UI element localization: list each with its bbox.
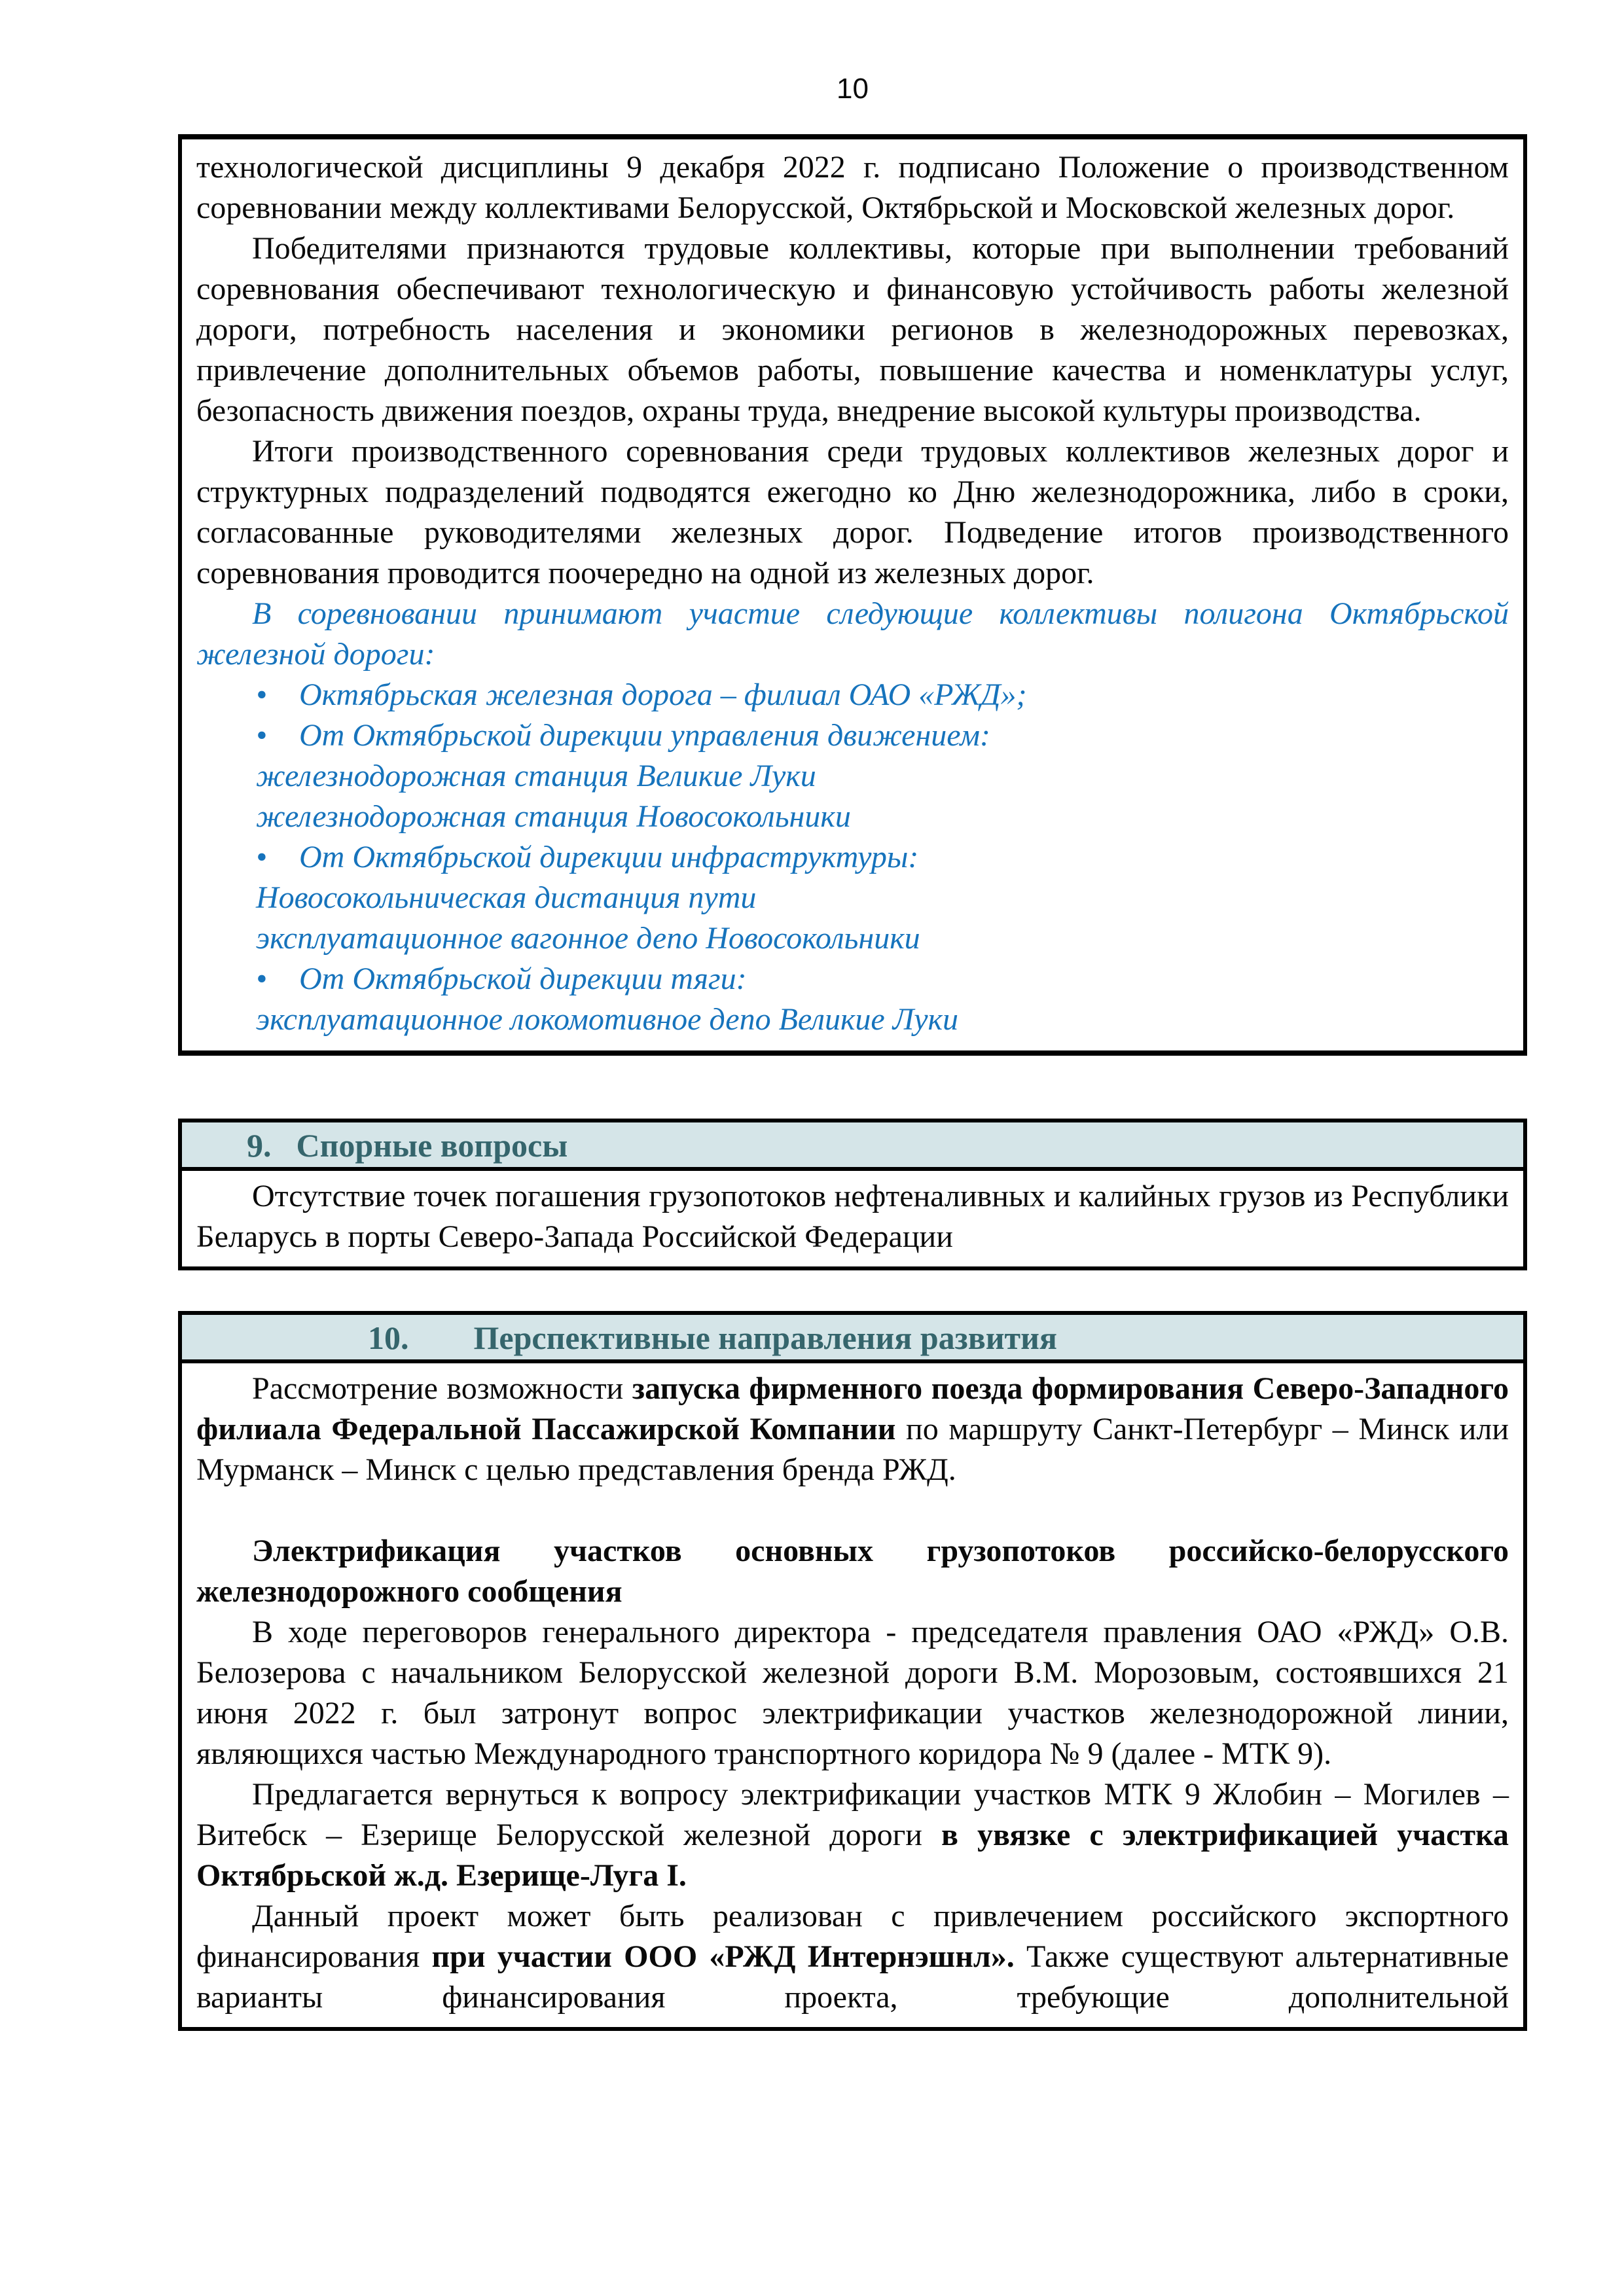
text-run: Также существуют альтернативные варианты финансирования проекта, требующие дополнительной [196, 1939, 1509, 2015]
paragraph [196, 147, 1509, 228]
text-run: От Октябрьской дирекции управления движением: [299, 718, 990, 753]
bold-text-run: в увязке с электрификацией участка Октябрьской ж.д. Езерище-Луга I. [196, 1818, 1509, 1893]
paragraph [196, 1369, 1509, 1490]
paragraph [196, 878, 1509, 918]
paragraph [196, 797, 1509, 837]
bullet-item [196, 675, 1509, 715]
text-run: по маршруту Санкт-Петербург – Минск или Мурманск – Минск с целью представления бренда РЖД. [196, 1412, 1509, 1487]
section-9-number: 9. [247, 1127, 272, 1164]
text-run: Победителями признаются трудовые коллективы, которые при выполнении требований соревнования обеспечивают технологическую и финансовую устойчивость работы железной дороги, потребность населения и экономики регионов в железнодорожных перевозках, привлечение дополнительных объемов работы, повышение качества и номенклатуры услуг, безопасность движения поездов, охраны труда, внедрение высокой культуры производства. [196, 231, 1509, 428]
section-10-box [178, 1311, 1527, 2031]
section-9-box [178, 1119, 1527, 1270]
paragraph [196, 1490, 1509, 1531]
paragraph [196, 1896, 1509, 2018]
paragraph [196, 594, 1509, 675]
section-9-title: Спорные вопросы [296, 1127, 568, 1164]
paragraph [196, 918, 1509, 959]
text-run: Новосокольническая дистанция пути [256, 880, 757, 915]
paragraph [196, 999, 1509, 1040]
section-10-title: Перспективные направления развития [473, 1319, 1057, 1356]
text-run: В соревновании принимают участие следующие коллективы полигона Октябрьской железной дороги: [196, 596, 1509, 672]
paragraph [196, 756, 1509, 797]
section-10-number: 10. [368, 1319, 409, 1356]
bold-text-run: запуска фирменного поезда формирования Северо-Западного филиала Федеральной Пассажирской Компании [196, 1371, 1509, 1446]
text-run: Данный проект может быть реализован с привлечением российского экспортного финансирования [196, 1899, 1509, 1974]
text-run: железнодорожная станция Великие Луки [256, 759, 816, 793]
paragraph [196, 1774, 1509, 1896]
paragraph [196, 1612, 1509, 1774]
text-run: железнодорожная станция Новосокольники [256, 799, 851, 834]
text-run: От Октябрьской дирекции инфраструктуры: [299, 840, 919, 874]
text-run: Отсутствие точек погашения грузопотоков нефтеналивных и калийных грузов из Республики Беларусь в порты Северо-Запада Российской Федерации [196, 1179, 1509, 1254]
section-10-body [182, 1363, 1523, 2027]
section-9-header [182, 1122, 1523, 1171]
paragraph [196, 228, 1509, 431]
text-run: технологической дисциплины 9 декабря 2022 г. подписано Положение о производственном соревновании между коллективами Белорусской, Октябрьской и Московской железных дорог. [196, 150, 1509, 225]
text-run: Октябрьская железная дорога – филиал ОАО «РЖД»; [299, 677, 1027, 712]
text-run: эксплуатационное вагонное депо Новосокольники [256, 921, 920, 956]
page-content [178, 134, 1527, 2031]
section-10-header [182, 1315, 1523, 1363]
bullet-item [196, 837, 1509, 878]
bullet-item [196, 715, 1509, 756]
section-9-body [182, 1171, 1523, 1266]
bullet-item [196, 959, 1509, 999]
text-run: эксплуатационное локомотивное депо Великие Луки [256, 1002, 958, 1037]
text-run [196, 1493, 204, 1528]
text-run: Рассмотрение возможности [252, 1371, 632, 1406]
paragraph [196, 1531, 1509, 1612]
paragraph [196, 431, 1509, 594]
page-number: 10 [837, 73, 869, 105]
paragraph [196, 1176, 1509, 1257]
text-run: Итоги производственного соревнования среди трудовых коллективов железных дорог и структурных подразделений подводятся ежегодно ко Дню железнодорожника, либо в сроки, согласованные руководителями железных дорог. Подведение итогов производственного соревнования проводится поочередно на одной из железных дорог. [196, 434, 1509, 590]
continuation-text-box [178, 134, 1527, 1056]
bold-text-run: при участии ООО «РЖД Интернэшнл». [431, 1939, 1015, 1974]
text-run: От Октябрьской дирекции тяги: [299, 961, 747, 996]
bold-text-run: Электрификация участков основных грузопотоков российско-белорусского железнодорожного сообщения [196, 1534, 1509, 1609]
text-run: В ходе переговоров генерального директора - председателя правления ОАО «РЖД» О.В. Белозерова с начальником Белорусской железной дороги В.М. Морозовым, состоявшихся 21 июня 2022 г. был затронут вопрос электрификации участков железнодорожной линии, являющихся частью Международного транспортного коридора № 9 (далее - МТК 9). [196, 1615, 1509, 1771]
text-run: Предлагается вернуться к вопросу электрификации участков МТК 9 Жлобин – Могилев – Витебск – Езерище Белорусской железной дороги [196, 1777, 1509, 1852]
